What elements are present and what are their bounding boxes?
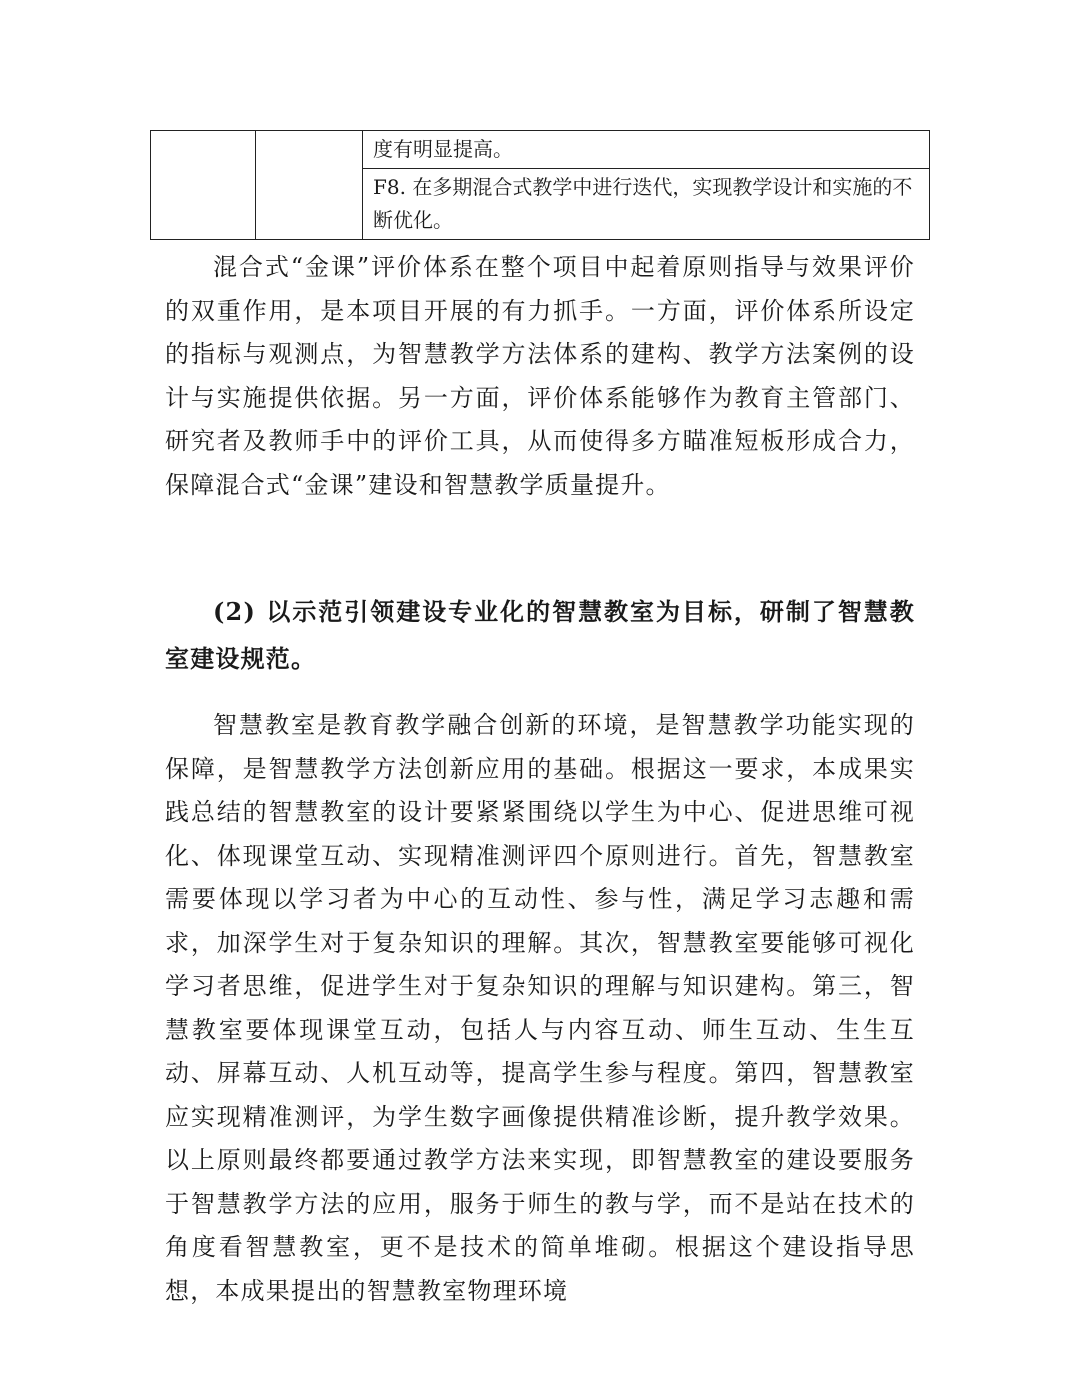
paragraph-smart-classroom: 智慧教室是教育教学融合创新的环境，是智慧教学功能实现的保障，是智慧教学方法创新应用的基础。根据这一要求，本成果实践总结的智慧教室的设计要紧紧围绕以学生为中心、促进思维可视化、体现课堂互动、实现精准测评四个原则进行。首先，智慧教室需要体现以学习者为中心的互动性、参与性，满足学习志趣和需求，加深学生对于复杂知识的理解。其次，智慧教室要能够可视化学习者思维，促进学生对于复杂知识的理解与知识建构。第三，智慧教室要体现课堂互动，包括人与内容互动、师生互动、生生互动、屏幕互动、人机互动等，提高学生参与程度。第四，智慧教室应实现精准测评，为学生数字画像提供精准诊断，提升教学效果。以上原则最终都要通过教学方法来实现，即智慧教室的建设要服务于智慧教学方法的应用，服务于师生的教与学，而不是站在技术的角度看智慧教室，更不是技术的简单堆砌。根据这个建设指导思想，本成果提出的智慧教室物理环境 [165, 711, 915, 1305]
table-cell-subcategory [256, 131, 363, 240]
table-cell-category [151, 131, 256, 240]
paragraph-evaluation-system: 混合式“金课”评价体系在整个项目中起着原则指导与效果评价的双重作用，是本项目开展的有力抓手。一方面，评价体系所设定的指标与观测点，为智慧教学方法体系的建构、教学方法案例的设计与实施提供依据。另一方面，评价体系能够作为教育主管部门、研究者及教师手中的评价工具，从而使得多方瞄准短板形成合力，保障混合式“金课”建设和智慧教学质量提升。 [165, 253, 915, 499]
section-heading: (2) 以示范引领建设专业化的智慧教室为目标，研制了智慧教室建设规范。 [165, 597, 915, 673]
table-cell-observation: F8. 在多期混合式教学中进行迭代，实现教学设计和实施的不断优化。 [363, 169, 930, 240]
table-cell-observation: 度有明显提高。 [363, 131, 930, 169]
indicator-table [150, 130, 930, 240]
table-row [151, 131, 930, 169]
